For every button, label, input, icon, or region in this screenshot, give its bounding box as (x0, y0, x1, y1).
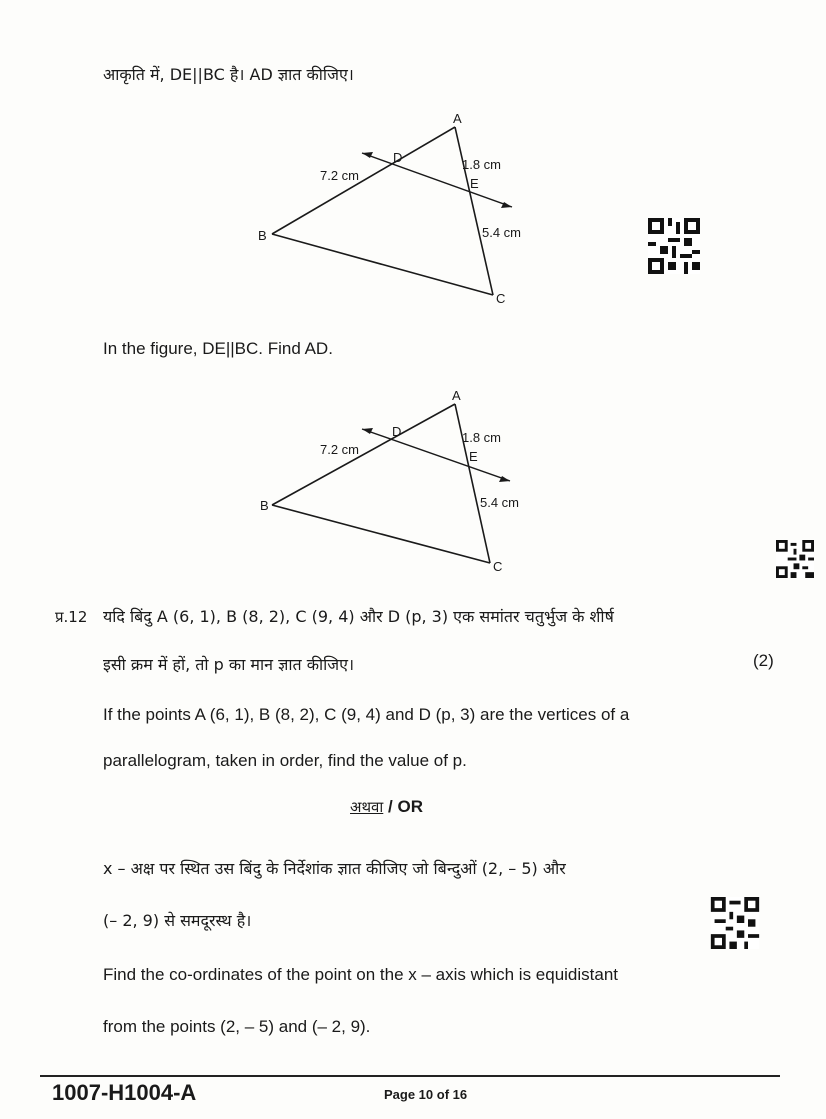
triangle-figure-2 (240, 385, 560, 585)
line-ab (272, 127, 455, 234)
q12-hindi-line-2: इसी क्रम में हों, तो p का मान ज्ञात कीजिए। (103, 655, 355, 674)
label-bd: 7.2 cm (320, 168, 360, 183)
or-heading (350, 797, 423, 817)
q11-hindi-text: आकृति में, DE||BC है। AD ज्ञात कीजिए। (103, 65, 354, 84)
label-e: E (469, 449, 478, 464)
question-number: प्र.12 (55, 608, 88, 626)
qr-code-icon (648, 218, 700, 274)
label-bd: 7.2 cm (320, 442, 360, 457)
label-c: C (493, 559, 503, 574)
or-hindi: अथवा (350, 798, 384, 816)
or-separator: / (388, 797, 393, 816)
page-number: Page 10 of 16 (384, 1087, 468, 1102)
label-e: E (470, 176, 479, 191)
label-a: A (453, 111, 462, 126)
label-ec: 5.4 cm (480, 495, 520, 510)
label-b: B (260, 498, 269, 513)
label-d: D (392, 424, 402, 439)
alt-hindi-line-2: (– 2, 9) से समदूरस्थ है। (103, 911, 252, 930)
label-a: A (452, 388, 461, 403)
line-ac (455, 127, 493, 295)
qr-code-icon (776, 540, 814, 578)
line-bc (272, 234, 493, 295)
alt-english-line-1: Find the co-ordinates of the point on the x – axis which is equidistant (103, 965, 619, 984)
label-b: B (258, 228, 267, 243)
q12-english-line-1: If the points A (6, 1), B (8, 2), C (9, 4) and D (p, 3) are the vertices of a (103, 705, 630, 724)
q11-english-text: In the figure, DE||BC. Find AD. (103, 339, 333, 358)
triangle-figure-1 (240, 110, 560, 310)
label-ae: 1.8 cm (462, 430, 502, 445)
marks: (2) (753, 651, 774, 670)
label-c: C (496, 291, 506, 306)
alt-english-line-2: from the points (2, – 5) and (– 2, 9). (103, 1017, 371, 1036)
label-ec: 5.4 cm (482, 225, 522, 240)
paper-code: 1007-H1004-A (52, 1080, 197, 1105)
qr-code-icon (710, 897, 760, 949)
or-english: OR (397, 797, 423, 816)
footer-rule (40, 1075, 780, 1077)
alt-hindi-line-1: x – अक्ष पर स्थित उस बिंदु के निर्देशांक ज्ञात कीजिए जो बिन्दुओं (2, – 5) और (103, 859, 566, 878)
q12-english-line-2: parallelogram, taken in order, find the value of p. (103, 751, 467, 770)
label-d: D (393, 150, 403, 165)
q12-hindi-line-1: यदि बिंदु A (6, 1), B (8, 2), C (9, 4) और D (p, 3) एक समांतर चतुर्भुज के शीर्ष (103, 607, 614, 626)
label-ae: 1.8 cm (462, 157, 502, 172)
